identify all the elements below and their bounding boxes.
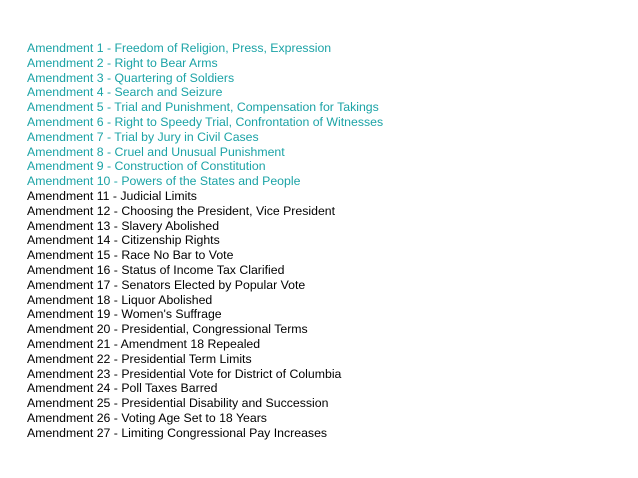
amendments-list xyxy=(27,41,627,441)
amendment-item-9: Amendment 9 - Construction of Constitution xyxy=(27,159,266,174)
amendment-item-24: Amendment 24 - Poll Taxes Barred xyxy=(27,381,218,396)
amendment-item-14: Amendment 14 - Citizenship Rights xyxy=(27,233,220,248)
amendment-item-7: Amendment 7 - Trial by Jury in Civil Cases xyxy=(27,129,259,144)
amendment-item-3: Amendment 3 - Quartering of Soldiers xyxy=(27,70,235,85)
amendment-item-10: Amendment 10 - Powers of the States and People xyxy=(27,174,301,189)
amendment-item-8: Amendment 8 - Cruel and Unusual Punishment xyxy=(27,144,285,159)
amendment-item-22: Amendment 22 - Presidential Term Limits xyxy=(27,351,252,366)
amendment-item-25: Amendment 25 - Presidential Disability and Succession xyxy=(27,396,329,411)
amendment-item-21: Amendment 21 - Amendment 18 Repealed xyxy=(27,336,261,351)
amendment-item-5: Amendment 5 - Trial and Punishment, Compensation for Takings xyxy=(27,100,379,115)
amendment-item-12: Amendment 12 - Choosing the President, Vice President xyxy=(27,203,336,218)
amendment-item-17: Amendment 17 - Senators Elected by Popular Vote xyxy=(27,277,306,292)
amendment-item-26: Amendment 26 - Voting Age Set to 18 Years xyxy=(27,410,267,425)
amendment-item-15: Amendment 15 - Race No Bar to Vote xyxy=(27,248,234,263)
amendment-item-2: Amendment 2 - Right to Bear Arms xyxy=(27,55,218,70)
amendment-item-4: Amendment 4 - Search and Seizure xyxy=(27,85,223,100)
amendment-item-23: Amendment 23 - Presidential Vote for District of Columbia xyxy=(27,366,342,381)
amendment-item-27: Amendment 27 - Limiting Congressional Pay Increases xyxy=(27,425,328,440)
amendment-item-16: Amendment 16 - Status of Income Tax Clarified xyxy=(27,262,285,277)
amendment-item-13: Amendment 13 - Slavery Abolished xyxy=(27,218,220,233)
amendment-item-1: Amendment 1 - Freedom of Religion, Press, Expression xyxy=(27,41,332,55)
amendment-item-11: Amendment 11 - Judicial Limits xyxy=(27,188,197,203)
amendment-item-18: Amendment 18 - Liquor Abolished xyxy=(27,292,213,307)
amendment-item-19: Amendment 19 - Women's Suffrage xyxy=(27,307,222,322)
amendment-item-20: Amendment 20 - Presidential, Congressional Terms xyxy=(27,322,308,337)
amendment-item-6: Amendment 6 - Right to Speedy Trial, Confrontation of Witnesses xyxy=(27,114,384,129)
